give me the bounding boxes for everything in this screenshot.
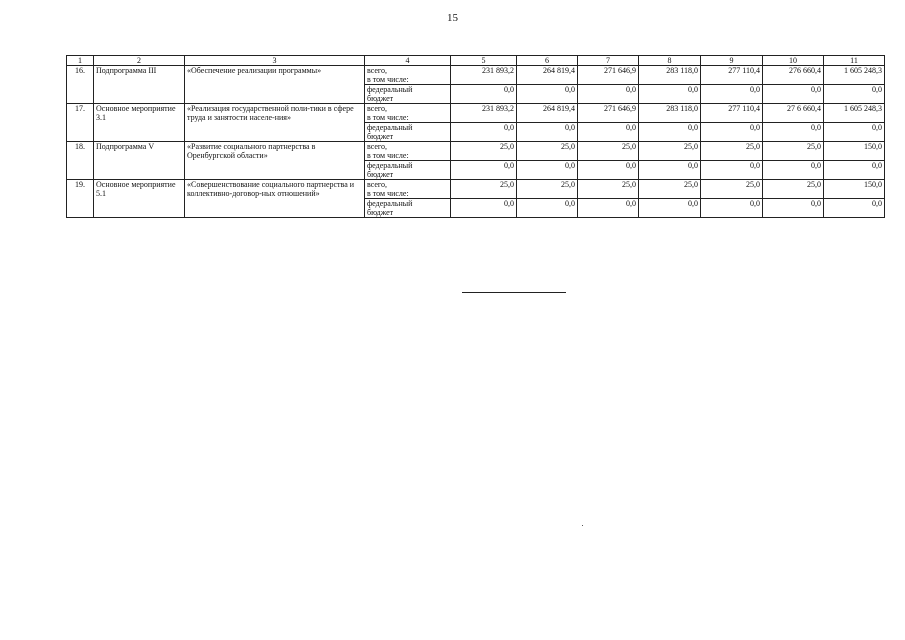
federal-label: федеральный бюджет: [365, 123, 451, 142]
row-number: 16.: [67, 66, 94, 104]
federal-value: 0,0: [639, 161, 701, 180]
column-header: 5: [451, 56, 517, 66]
item-type: Подпрограмма V: [94, 142, 185, 180]
federal-value: 0,0: [763, 161, 824, 180]
federal-value: 0,0: [639, 199, 701, 218]
total-value: 150,0: [824, 142, 885, 161]
total-value: 25,0: [701, 180, 763, 199]
federal-value: 0,0: [824, 123, 885, 142]
column-header: 11: [824, 56, 885, 66]
total-value: 283 118,0: [639, 66, 701, 85]
page-number: 15: [447, 12, 458, 24]
column-header: 6: [517, 56, 578, 66]
federal-value: 0,0: [763, 123, 824, 142]
federal-value: 0,0: [517, 123, 578, 142]
total-value: 25,0: [517, 142, 578, 161]
federal-label: федеральный бюджет: [365, 199, 451, 218]
table-row-total: [67, 180, 885, 199]
total-value: 25,0: [639, 180, 701, 199]
item-name: «Развитие социального партнерства в Оренбургской области»: [185, 142, 365, 180]
total-label: всего, в том числе:: [365, 104, 451, 123]
total-value: 231 893,2: [451, 104, 517, 123]
item-type: Основное мероприятие 3.1: [94, 104, 185, 142]
end-divider: [462, 292, 566, 293]
federal-value: 0,0: [578, 161, 639, 180]
total-value: 25,0: [578, 180, 639, 199]
total-value: 25,0: [763, 180, 824, 199]
item-name: «Реализация государственной поли-тики в сфере труда и занятости населе-ния»: [185, 104, 365, 142]
item-name: «Совершенствование социального партнерства и коллективно-договор-ных отношений»: [185, 180, 365, 218]
federal-value: 0,0: [824, 199, 885, 218]
header-row: [67, 56, 885, 66]
federal-value: 0,0: [824, 85, 885, 104]
total-value: 283 118,0: [639, 104, 701, 123]
federal-label: федеральный бюджет: [365, 161, 451, 180]
column-header: 8: [639, 56, 701, 66]
total-value: 25,0: [639, 142, 701, 161]
total-value: 231 893,2: [451, 66, 517, 85]
total-value: 25,0: [701, 142, 763, 161]
total-value: 25,0: [517, 180, 578, 199]
row-number: 17.: [67, 104, 94, 142]
table-row-total: [67, 142, 885, 161]
federal-value: 0,0: [701, 161, 763, 180]
total-value: 271 646,9: [578, 104, 639, 123]
federal-value: 0,0: [701, 199, 763, 218]
total-value: 271 646,9: [578, 66, 639, 85]
federal-value: 0,0: [578, 123, 639, 142]
budget-table: [66, 55, 885, 218]
total-value: 276 660,4: [763, 66, 824, 85]
column-header: 10: [763, 56, 824, 66]
total-value: 277 110,4: [701, 104, 763, 123]
total-label: всего, в том числе:: [365, 180, 451, 199]
total-value: 277 110,4: [701, 66, 763, 85]
total-label: всего, в том числе:: [365, 66, 451, 85]
federal-value: 0,0: [451, 161, 517, 180]
item-type: Подпрограмма III: [94, 66, 185, 104]
column-header: 7: [578, 56, 639, 66]
total-value: 25,0: [763, 142, 824, 161]
federal-value: 0,0: [824, 161, 885, 180]
federal-value: 0,0: [763, 199, 824, 218]
row-number: 18.: [67, 142, 94, 180]
federal-value: 0,0: [517, 161, 578, 180]
table-row-total: [67, 66, 885, 85]
federal-value: 0,0: [517, 85, 578, 104]
federal-value: 0,0: [451, 199, 517, 218]
federal-value: 0,0: [578, 199, 639, 218]
table-row-total: [67, 104, 885, 123]
federal-label: федеральный бюджет: [365, 85, 451, 104]
total-value: 150,0: [824, 180, 885, 199]
column-header: 1: [67, 56, 94, 66]
column-header: 9: [701, 56, 763, 66]
total-value: 27 6 660,4: [763, 104, 824, 123]
federal-value: 0,0: [639, 123, 701, 142]
total-value: 264 819,4: [517, 104, 578, 123]
federal-value: 0,0: [578, 85, 639, 104]
total-value: 25,0: [451, 142, 517, 161]
federal-value: 0,0: [451, 123, 517, 142]
federal-value: 0,0: [517, 199, 578, 218]
column-header: 3: [185, 56, 365, 66]
total-value: 25,0: [578, 142, 639, 161]
total-value: 1 605 248,3: [824, 104, 885, 123]
federal-value: 0,0: [451, 85, 517, 104]
federal-value: 0,0: [763, 85, 824, 104]
total-value: 1 605 248,3: [824, 66, 885, 85]
scan-speck: [582, 525, 583, 526]
federal-value: 0,0: [701, 123, 763, 142]
item-name: «Обеспечение реализации программы»: [185, 66, 365, 104]
column-header: 4: [365, 56, 451, 66]
row-number: 19.: [67, 180, 94, 218]
total-value: 25,0: [451, 180, 517, 199]
federal-value: 0,0: [701, 85, 763, 104]
column-header: 2: [94, 56, 185, 66]
total-label: всего, в том числе:: [365, 142, 451, 161]
federal-value: 0,0: [639, 85, 701, 104]
item-type: Основное мероприятие 5.1: [94, 180, 185, 218]
total-value: 264 819,4: [517, 66, 578, 85]
